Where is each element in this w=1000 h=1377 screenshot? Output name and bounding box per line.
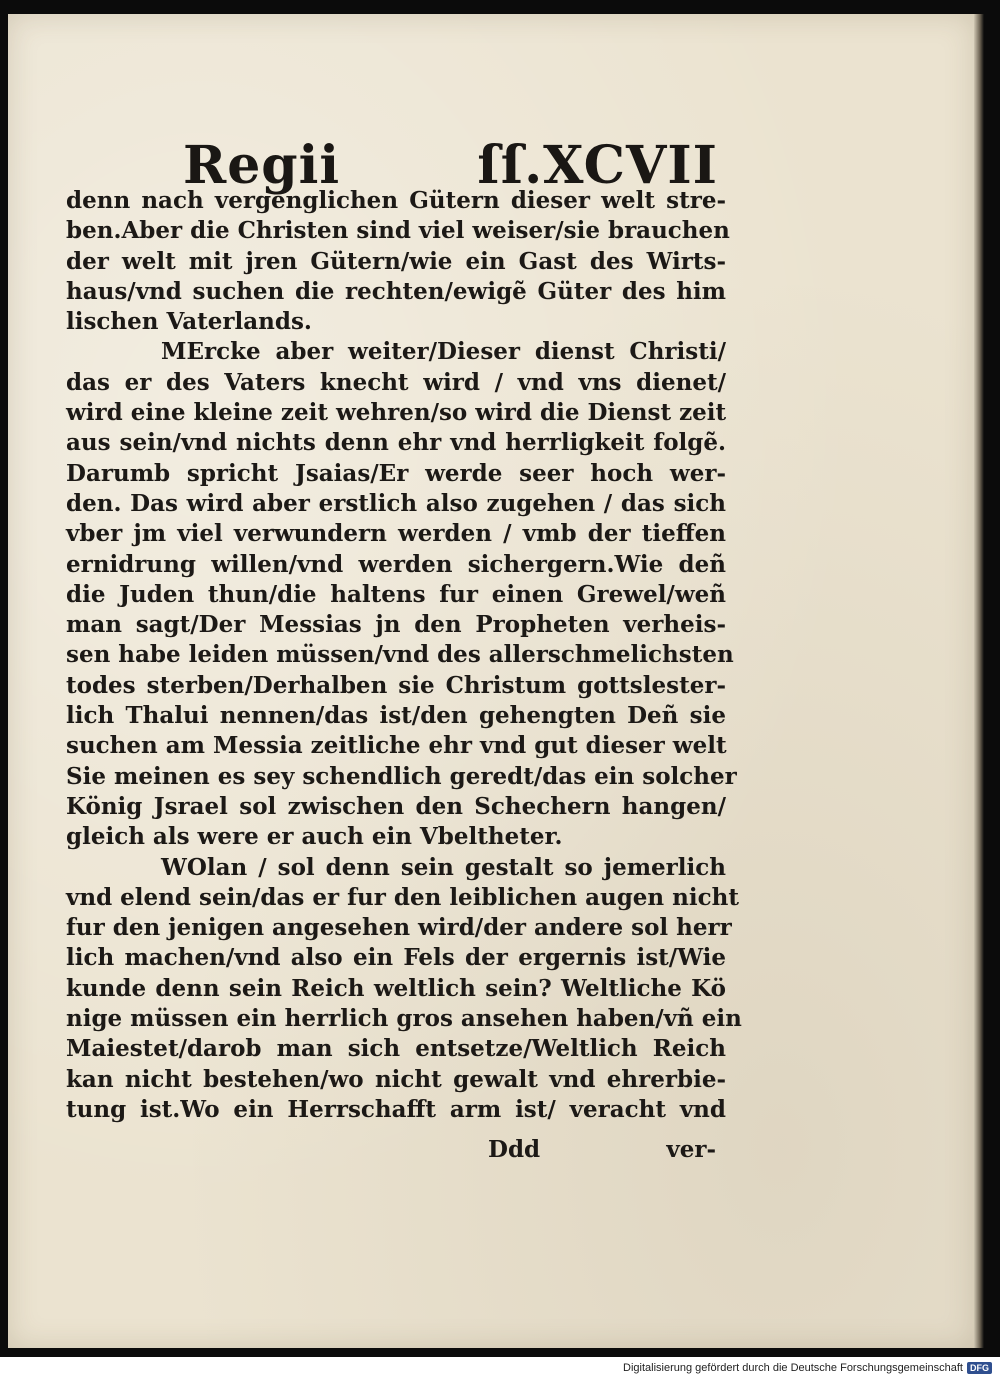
text-line: wird eine kleine zeit wehren/so wird die Dienst zeit: [66, 399, 727, 427]
text-line: lich machen/vnd also ein Fels der ergernis ist/Wie: [66, 944, 726, 972]
text-line: man sagt/Der Messias jn den Propheten verheis-: [66, 611, 726, 639]
text-line: kunde denn sein Reich weltlich sein? Weltliche Kö: [66, 974, 726, 1002]
body-text: [66, 186, 742, 1125]
text-line: vnd elend sein/das er fur den leiblichen augen nicht: [66, 883, 739, 911]
text-line: der welt mit jren Gütern/wie ein Gast des Wirts-: [66, 247, 726, 275]
text-line: Maiestet/darob man sich entsetze/Weltlich Reich: [66, 1035, 726, 1063]
text-line: ben.Aber die Christen sind viel weiser/sie brauchen: [66, 217, 730, 245]
text-line: Darumb spricht Jsaias/Er werde seer hoch wer-: [66, 459, 726, 487]
paragraph-start-line: WOlan / sol denn sein gestalt so jemerlich: [161, 853, 726, 881]
text-line: das er des Vaters knecht wird / vnd vns dienet/: [66, 368, 726, 396]
running-head: Regii: [183, 135, 341, 196]
paragraph-start-line: MErcke aber weiter/Dieser dienst Christi/: [161, 338, 726, 366]
digitization-footer: [0, 1359, 1000, 1377]
signature-mark: Ddd: [488, 1136, 541, 1163]
text-line: lich Thalui nennen/das ist/den gehengten Deñ sie: [66, 702, 726, 730]
text-line: Sie meinen es sey schendlich geredt/das ein solcher: [66, 762, 737, 790]
text-line: gleich als were er auch ein Vbeltheter.: [66, 823, 563, 851]
text-line: todes sterben/Derhalben sie Christum gottslester-: [66, 671, 726, 699]
book-page: [8, 14, 974, 1348]
text-line: kan nicht bestehen/wo nicht gewalt vnd ehrerbie-: [66, 1065, 726, 1093]
text-line: die Juden thun/die haltens fur einen Grewel/weñ: [66, 580, 726, 608]
text-line: haus/vnd suchen die rechten/ewigẽ Güter des him: [66, 277, 726, 305]
dfg-logo-icon: DFG: [967, 1362, 992, 1374]
text-line: vber jm viel verwundern werden / vmb der tieffen: [66, 520, 726, 548]
catchword-line: [488, 1136, 716, 1163]
text-line: suchen am Messia zeitliche ehr vnd gut dieser welt: [66, 732, 727, 760]
folio-number: ſſ.XCVII: [477, 135, 718, 196]
text-line: nige müssen ein herrlich gros ansehen haben/vñ ein: [66, 1005, 742, 1033]
text-line: lischen Vaterlands.: [66, 308, 312, 336]
catchword: ver-: [666, 1136, 716, 1163]
text-line: König Jsrael sol zwischen den Schechern hangen/: [66, 792, 726, 820]
funding-credit: Digitalisierung gefördert durch die Deutsche Forschungsgemeinschaft: [623, 1362, 963, 1374]
text-line: denn nach vergenglichen Gütern dieser welt stre-: [66, 187, 726, 214]
text-line: fur den jenigen angesehen wird/der andere sol herr: [66, 914, 732, 942]
text-line: aus sein/vnd nichts denn ehr vnd herrligkeit folgẽ.: [66, 429, 726, 457]
text-line: den. Das wird aber erstlich also zugehen / das sich: [66, 489, 726, 517]
text-line: sen habe leiden müssen/vnd des allerschmelichsten: [66, 641, 734, 669]
text-line: ernidrung willen/vnd werden sichergern.Wie deñ: [66, 550, 726, 578]
text-line: tung ist.Wo ein Herrschafft arm ist/ veracht vnd: [66, 1095, 726, 1123]
page-edge-shadow: [974, 14, 984, 1348]
